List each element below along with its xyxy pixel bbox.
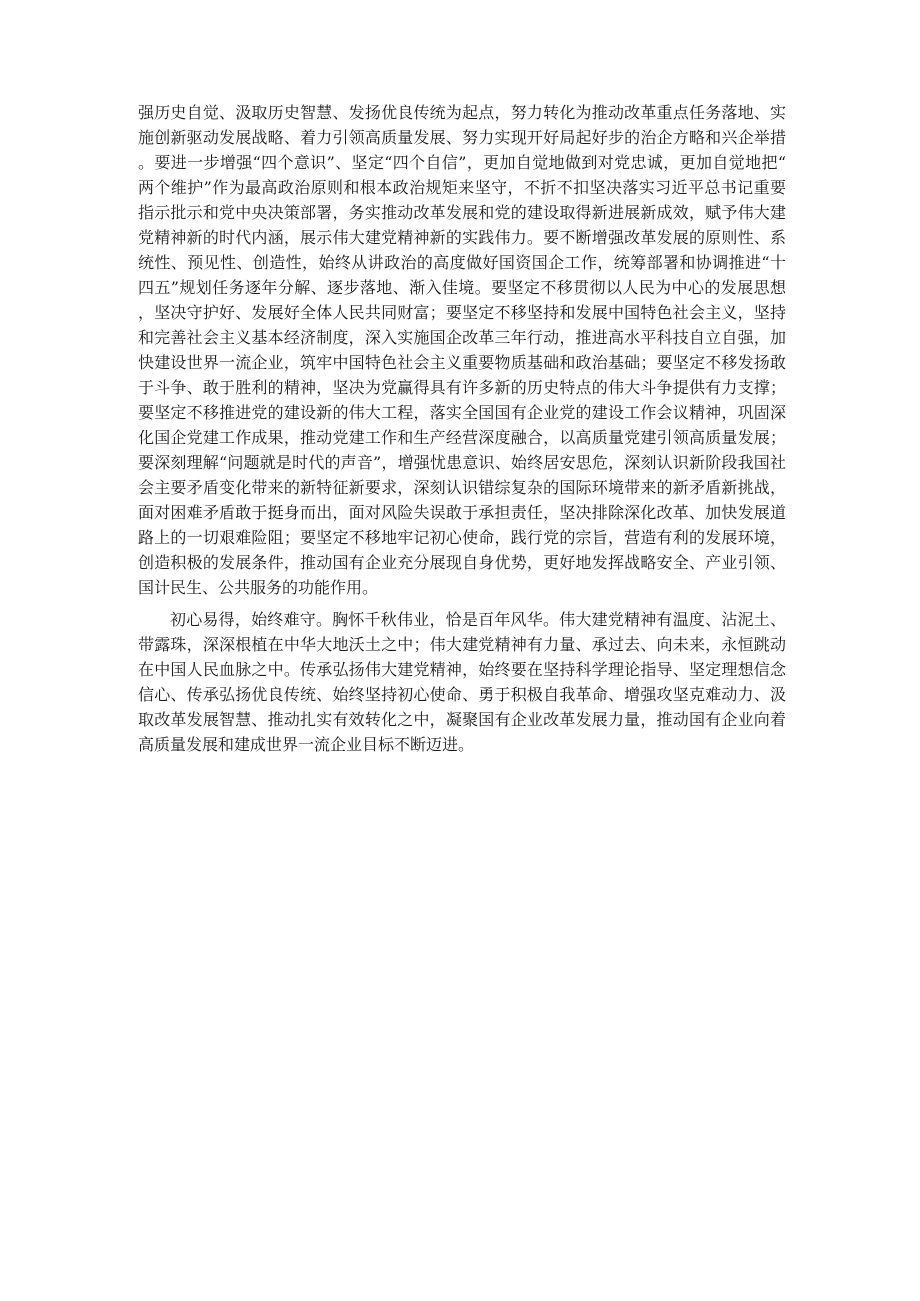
- document-body: [138, 100, 786, 757]
- body-paragraph-continued: 强历史自觉、汲取历史智慧、发扬优良传统为起点，努力转化为推动改革重点任务落地、实施创新驱动发展战略、着力引领高质量发展、努力实现开好局起好步的治企方略和兴企举措。要进一步增强“四个意识”、坚定“四个自信”，更加自觉地做到对党忠诚，更加自觉地把“两个维护”作为最高政治原则和根本政治规矩来坚守，不折不扣坚决落实习近平总书记重要指示批示和党中央决策部署，务实推动改革发展和党的建设取得新进展新成效，赋予伟大建党精神新的时代内涵，展示伟大建党精神新的实践伟力。要不断增强改革发展的原则性、系统性、预见性、创造性，始终从讲政治的高度做好国资国企工作，统筹部署和协调推进“十四五”规划任务逐年分解、逐步落地、渐入佳境。要坚定不移贯彻以人民为中心的发展思想，坚决守护好、发展好全体人民共同财富；要坚定不移坚持和发展中国特色社会主义，坚持和完善社会主义基本经济制度，深入实施国企改革三年行动，推进高水平科技自立自强，加快建设世界一流企业，筑牢中国特色社会主义重要物质基础和政治基础；要坚定不移发扬敢于斗争、敢于胜利的精神，坚决为党赢得具有许多新的历史特点的伟大斗争提供有力支撑；要坚定不移推进党的建设新的伟大工程，落实全国国有企业党的建设工作会议精神，巩固深化国企党建工作成果，推动党建工作和生产经营深度融合，以高质量党建引领高质量发展；要深刻理解“问题就是时代的声音”，增强忧患意识、始终居安思危，深刻认识新阶段我国社会主要矛盾变化带来的新特征新要求，深刻认识错综复杂的国际环境带来的新矛盾新挑战，面对困难矛盾敢于挺身而出，面对风险失误敢于承担责任，坚决排除深化改革、加快发展道路上的一切艰难险阻；要坚定不移地牢记初心使命，践行党的宗旨，营造有利的发展环境，创造积极的发展条件，推动国有企业充分展现自身优势，更好地发挥战略安全、产业引领、国计民生、公共服务的功能作用。: [138, 103, 786, 597]
- body-paragraph: 初心易得，始终难守。胸怀千秋伟业，恰是百年风华。伟大建党精神有温度、沾泥土、带露珠，深深根植在中华大地沃土之中；伟大建党精神有力量、承过去、向未来，永恒跳动在中国人民血脉之中。传承弘扬伟大建党精神，始终要在坚持科学理论指导、坚定理想信念信心、传承弘扬优良传统、始终坚持初心使命、勇于积极自我革命、增强攻坚克难动力、汲取改革发展智慧、推动扎实有效转化之中，凝聚国有企业改革发展力量，推动国有企业向着高质量发展和建成世界一流企业目标不断迈进。: [138, 610, 786, 754]
